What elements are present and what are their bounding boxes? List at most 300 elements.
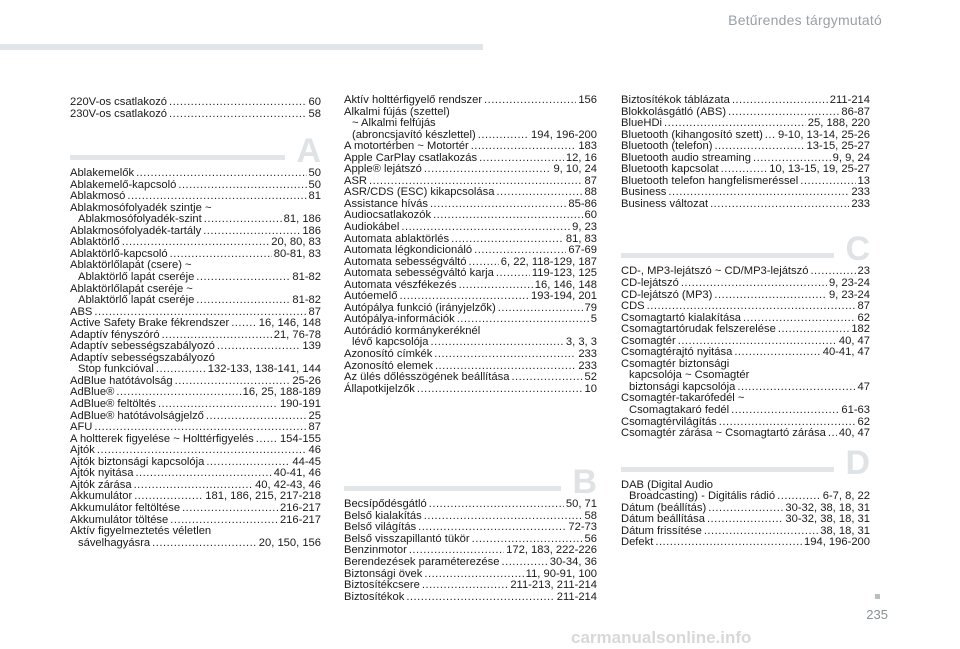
entry-term: CD-lejátszó (MP3) bbox=[621, 288, 713, 301]
dot-leader bbox=[714, 141, 804, 153]
entry-term: Bluetooth (telefon) bbox=[621, 140, 713, 153]
entry-pages: 182 bbox=[851, 323, 870, 336]
index-entry bbox=[344, 164, 597, 176]
entry-pages: 6, 22, 118-129, 187 bbox=[500, 255, 597, 268]
entry-term: Ablakmosófolyadék-tartály bbox=[70, 224, 202, 237]
entry-pages: 16, 25, 188-189 bbox=[242, 386, 321, 399]
entry-term: Akkumulátor bbox=[70, 490, 133, 503]
entry-pages: 216-217 bbox=[279, 501, 321, 514]
entry-pages: 233 bbox=[851, 186, 870, 199]
entry-pages: 40-41, 47 bbox=[822, 346, 870, 359]
index-entry bbox=[621, 118, 870, 130]
entry-pages: 9, 23-24 bbox=[828, 288, 870, 301]
index-entry bbox=[621, 199, 870, 211]
section-letter-c: C bbox=[845, 230, 870, 269]
dot-leader bbox=[217, 341, 300, 353]
entry-pages: 60 bbox=[584, 209, 597, 222]
dot-leader bbox=[424, 511, 583, 523]
entry-term: Belső visszapillantó tükör bbox=[344, 532, 470, 545]
entry-term: Ablakemelő-kapcsoló bbox=[70, 178, 177, 191]
entry-pages: 50 bbox=[308, 167, 321, 180]
dot-leader bbox=[765, 130, 776, 142]
entry-pages: 46 bbox=[308, 444, 321, 457]
dot-leader bbox=[406, 592, 554, 604]
index-entry bbox=[344, 349, 597, 361]
entry-term: Automata sebességváltó karja bbox=[344, 267, 494, 280]
entry-pages: 9, 23-24 bbox=[828, 277, 870, 290]
index-entry bbox=[621, 278, 870, 290]
dot-leader bbox=[429, 499, 564, 511]
dot-leader bbox=[484, 95, 576, 107]
dot-leader bbox=[681, 278, 827, 290]
dot-leader bbox=[734, 347, 820, 359]
dot-leader bbox=[422, 580, 508, 592]
entry-pages: 21, 76-78 bbox=[273, 328, 321, 341]
entry-term: Bluetooth (kihangosító szett) bbox=[621, 128, 763, 141]
entry-term: Autóemelő bbox=[344, 290, 398, 303]
entry-term: A holtterek figyelése ~ Holttérfigyelés bbox=[70, 432, 254, 445]
entry-term: AdBlue® feltöltés bbox=[70, 398, 156, 411]
dot-leader bbox=[664, 118, 806, 130]
entry-pages: 87 bbox=[308, 305, 321, 318]
entry-pages: 86-87 bbox=[841, 105, 870, 118]
entry-term: Ajtók nyitása bbox=[70, 467, 134, 480]
page-number: 235 bbox=[866, 607, 888, 622]
section-d-header bbox=[621, 443, 870, 482]
dot-leader bbox=[135, 468, 271, 480]
entry-pages: 40, 47 bbox=[838, 334, 870, 347]
dot-leader bbox=[710, 199, 849, 211]
entry-pages: 194, 196-200 bbox=[531, 128, 597, 141]
index-entry bbox=[70, 168, 321, 180]
entry-term: Azonosító címkék bbox=[344, 348, 433, 361]
index-entry-text: Csomagtér biztonsági bbox=[621, 357, 730, 370]
entry-pages: 3, 3, 3 bbox=[565, 336, 597, 349]
dot-leader bbox=[127, 191, 306, 203]
entry-term: Ablakmosó bbox=[70, 190, 126, 203]
entry-term: Benzinmotor bbox=[344, 544, 407, 557]
index-entry-text: Adaptív sebességszabályozó bbox=[70, 351, 215, 364]
dot-leader bbox=[196, 295, 290, 307]
dot-leader bbox=[424, 569, 523, 581]
page-marker-square bbox=[875, 594, 880, 599]
index-entry bbox=[344, 580, 597, 592]
entry-term: Dátum beállítása bbox=[621, 513, 705, 526]
entry-term: Biztonsági övek bbox=[344, 567, 423, 580]
entry-pages: 50, 71 bbox=[565, 498, 597, 511]
entry-pages: 40-41, 46 bbox=[273, 467, 321, 480]
entry-pages: 25 bbox=[308, 409, 321, 422]
index-entry bbox=[621, 405, 870, 417]
entry-pages: 81, 83 bbox=[565, 232, 597, 245]
entry-term: Automata vészfékezés bbox=[344, 278, 457, 291]
entry-term: Adaptív fényszóró bbox=[70, 328, 160, 341]
entry-term: Biztosítékok bbox=[344, 590, 405, 603]
entry-term: lévő kapcsolója bbox=[352, 336, 429, 349]
entry-pages: 181, 186, 215, 217-218 bbox=[205, 490, 321, 503]
dot-leader bbox=[231, 318, 257, 330]
group-a bbox=[70, 168, 321, 549]
dot-leader bbox=[169, 109, 307, 121]
dot-leader bbox=[169, 97, 307, 109]
dot-leader bbox=[471, 141, 577, 153]
group-top bbox=[70, 97, 321, 120]
dot-leader bbox=[431, 337, 564, 349]
entry-pages: 44-45 bbox=[292, 455, 321, 468]
entry-pages: 87 bbox=[308, 421, 321, 434]
index-column-3 bbox=[621, 95, 870, 549]
dot-leader bbox=[707, 514, 783, 526]
entry-term: CD-, MP3-lejátszó ~ CD/MP3-lejátszó bbox=[621, 265, 809, 278]
index-entry bbox=[621, 537, 870, 549]
entry-term: Dátum frissítése bbox=[621, 524, 702, 537]
index-entry bbox=[70, 503, 321, 515]
index-entry-text: Alkalmi fújás (szettel) bbox=[344, 105, 450, 118]
dot-leader bbox=[206, 411, 307, 423]
section-c-header bbox=[621, 230, 870, 269]
dot-leader bbox=[256, 434, 278, 446]
index-entry-text: Ablaktörlőlapát (csere) ~ bbox=[70, 259, 192, 272]
entry-term: Stop funkcióval bbox=[78, 363, 154, 376]
entry-pages: 30-32, 38, 18, 31 bbox=[785, 513, 870, 526]
dot-leader bbox=[478, 130, 529, 142]
entry-term: Ablaktörlő bbox=[70, 236, 120, 249]
index-entry bbox=[344, 592, 597, 604]
entry-term: Ablakemelők bbox=[70, 167, 135, 180]
entry-term: Akkumulátor feltöltése bbox=[70, 501, 181, 514]
index-entry-text: Autórádió kormánykeréknél bbox=[344, 324, 481, 337]
index-entry-text: DAB (Digital Audio bbox=[621, 478, 714, 491]
entry-pages: 211-214 bbox=[556, 590, 597, 603]
group-c bbox=[621, 266, 870, 439]
index-entry-text: Aktív figyelmeztetés véletlen bbox=[70, 525, 212, 538]
watermark-text: carmanualsonline.info bbox=[571, 628, 752, 647]
entry-pages: 9, 10, 24 bbox=[553, 163, 597, 176]
entry-term: CDS bbox=[621, 300, 645, 313]
index-entry bbox=[70, 191, 321, 203]
entry-pages: 50 bbox=[308, 178, 321, 191]
entry-term: Csomagtartórudak felszerelése bbox=[621, 323, 776, 336]
dot-leader bbox=[501, 557, 547, 569]
entry-pages: 211-213, 211-214 bbox=[510, 579, 597, 592]
index-entry bbox=[70, 538, 321, 550]
section-divider bbox=[621, 253, 834, 258]
entry-pages: 233 bbox=[851, 197, 870, 210]
index-entry bbox=[344, 384, 597, 396]
entry-pages: 67-69 bbox=[568, 244, 597, 257]
entry-pages: 58 bbox=[308, 107, 321, 120]
dot-leader bbox=[204, 214, 282, 226]
dot-leader bbox=[731, 405, 839, 417]
entry-pages: 25-26 bbox=[292, 374, 321, 387]
entry-pages: 9, 9, 24 bbox=[832, 151, 870, 164]
entry-term: Aktív holttérfigyelő rendszer bbox=[344, 94, 483, 106]
dot-leader bbox=[828, 428, 837, 440]
entry-term: Belső kialakítás bbox=[344, 509, 422, 522]
entry-pages: 81, 186 bbox=[283, 213, 321, 226]
entry-pages: 20, 80, 83 bbox=[271, 236, 321, 249]
entry-term: Állapotkijelzők bbox=[344, 382, 415, 395]
dot-leader bbox=[417, 384, 583, 396]
entry-term: AFU bbox=[70, 421, 93, 434]
entry-term: Assistance hívás bbox=[344, 197, 428, 210]
entry-pages: 60 bbox=[308, 96, 321, 108]
entry-term: Akkumulátor töltése bbox=[70, 513, 169, 526]
entry-pages: 216-217 bbox=[279, 513, 321, 526]
index-entry bbox=[344, 372, 597, 384]
entry-pages: 194, 196-200 bbox=[804, 536, 870, 549]
entry-term: Ajtók bbox=[70, 444, 95, 457]
entry-term: Csomagtér bbox=[621, 334, 676, 347]
entry-term: ASR/CDS (ESC) kikapcsolása bbox=[344, 186, 495, 199]
index-entry bbox=[621, 95, 870, 107]
dot-leader bbox=[704, 526, 818, 538]
index-entry bbox=[70, 272, 321, 284]
dot-leader bbox=[424, 164, 552, 176]
entry-pages: 9, 23 bbox=[572, 221, 597, 234]
dot-leader bbox=[732, 95, 828, 107]
entry-term: CD-lejátszó bbox=[621, 277, 679, 290]
entry-term: BlueHDi bbox=[621, 117, 663, 130]
entry-term: Ablakmosófolyadék-szint bbox=[78, 213, 202, 226]
entry-term: AdBlue® hatótávolságjelző bbox=[70, 409, 204, 422]
index-column-2 bbox=[344, 95, 597, 603]
entry-term: Blokkolásgátló (ABS) bbox=[621, 105, 727, 118]
entry-term: Csomagtér zárása ~ Csomagtartó zárása bbox=[621, 427, 826, 440]
entry-pages: 5 bbox=[590, 313, 597, 326]
index-entry bbox=[621, 141, 870, 153]
index-entry-text: Ablaktörlőlapát cseréje ~ bbox=[70, 282, 193, 295]
entry-term: sávelhagyásra bbox=[78, 536, 151, 549]
entry-pages: 85-86 bbox=[568, 197, 597, 210]
entry-term: Autópálya-információk bbox=[344, 313, 455, 326]
entry-term: Azonosító elemek bbox=[344, 359, 433, 372]
dot-leader bbox=[433, 210, 582, 222]
entry-pages: 12, 16 bbox=[565, 151, 597, 164]
dot-leader bbox=[737, 382, 855, 394]
entry-pages: 81-82 bbox=[292, 271, 321, 284]
entry-pages: 87 bbox=[584, 174, 597, 187]
entry-term: biztonsági kapcsolója bbox=[629, 380, 736, 393]
entry-pages: 25, 188, 220 bbox=[807, 117, 870, 130]
entry-pages: 79 bbox=[584, 301, 597, 314]
entry-pages: 56 bbox=[584, 532, 597, 545]
entry-pages: 183 bbox=[578, 140, 597, 153]
entry-pages: 81 bbox=[308, 190, 321, 203]
entry-pages: 72-73 bbox=[568, 521, 597, 534]
index-entry-text: Ablakmosófolyadék szintje ~ bbox=[70, 201, 212, 214]
entry-term: Berendezések paraméterezése bbox=[344, 555, 500, 568]
entry-term: Csomagtakaró fedél bbox=[629, 404, 730, 417]
dot-leader bbox=[94, 422, 306, 434]
section-b-header bbox=[344, 463, 597, 502]
section-letter-d: D bbox=[845, 443, 870, 482]
entry-term: Becsípődésgátló bbox=[344, 498, 427, 511]
index-entry-text: kapcsolója ~ Csomagtér bbox=[629, 369, 750, 382]
entry-pages: 47 bbox=[857, 380, 870, 393]
entry-pages: 13 bbox=[857, 174, 870, 187]
index-entry bbox=[344, 141, 597, 153]
entry-term: Bluetooth kapcsolat bbox=[621, 163, 719, 176]
entry-term: ASR bbox=[344, 174, 368, 187]
entry-term: Business bbox=[621, 186, 667, 199]
entry-term: AdBlue® bbox=[70, 386, 115, 399]
entry-pages: 62 bbox=[857, 311, 870, 324]
dot-leader bbox=[714, 290, 827, 302]
group-b bbox=[344, 499, 597, 603]
entry-pages: 233 bbox=[578, 348, 597, 361]
entry-term: Csomagtérvilágítás bbox=[621, 415, 717, 428]
entry-pages: 156 bbox=[578, 94, 597, 106]
entry-pages: 190-191 bbox=[279, 398, 321, 411]
entry-term: Apple® lejátszó bbox=[344, 163, 422, 176]
entry-pages: 38, 18, 31 bbox=[820, 524, 870, 537]
index-entry bbox=[70, 422, 321, 434]
entry-pages: 81-82 bbox=[292, 294, 321, 307]
dot-leader bbox=[708, 503, 783, 515]
entry-term: Business változat bbox=[621, 197, 709, 210]
entry-term: Automata ablaktörlés bbox=[344, 232, 450, 245]
entry-pages: 193-194, 201 bbox=[531, 290, 597, 303]
entry-term: Automata légkondicionáló bbox=[344, 244, 473, 257]
entry-term: A motortérben ~ Motortér bbox=[344, 140, 469, 153]
index-entry bbox=[621, 301, 870, 313]
index-entry bbox=[621, 428, 870, 440]
entry-pages: 52 bbox=[584, 371, 597, 384]
dot-leader bbox=[196, 272, 290, 284]
entry-pages: 10 bbox=[584, 382, 597, 395]
entry-pages: 186 bbox=[302, 224, 321, 237]
entry-term: Belső világítás bbox=[344, 521, 417, 534]
entry-pages: 40, 47 bbox=[838, 427, 870, 440]
index-entry-text: Csomagtér-takarófedél ~ bbox=[621, 392, 745, 405]
entry-pages: 23 bbox=[857, 265, 870, 278]
entry-term: Az ülés dőlésszögének beállítása bbox=[344, 371, 510, 384]
index-entry bbox=[344, 95, 597, 107]
entry-term: Csomagtérajtó nyitása bbox=[621, 346, 733, 359]
entry-term: Autópálya funkció (irányjelzők) bbox=[344, 301, 496, 314]
entry-term: Broadcasting) - Digitális rádió bbox=[629, 490, 776, 503]
entry-pages: 80-81, 83 bbox=[273, 247, 321, 260]
entry-pages: 154-155 bbox=[279, 432, 321, 445]
index-entry bbox=[344, 557, 597, 569]
entry-term: Biztosítékok táblázata bbox=[621, 94, 730, 106]
index-entry bbox=[70, 399, 321, 411]
entry-term: Defekt bbox=[621, 536, 654, 549]
entry-term: 220V-os csatlakozó bbox=[70, 96, 168, 108]
section-letter-b: B bbox=[572, 463, 597, 502]
dot-leader bbox=[430, 199, 566, 211]
index-entry bbox=[70, 434, 321, 446]
entry-term: ABS bbox=[70, 305, 93, 318]
entry-term: (abroncsjavító készlettel) bbox=[352, 128, 476, 141]
dot-leader bbox=[800, 176, 855, 188]
section-divider bbox=[344, 486, 561, 491]
entry-pages: 132-133, 138-141, 144 bbox=[207, 363, 321, 376]
entry-term: 230V-os csatlakozó bbox=[70, 107, 168, 120]
section-letter-a: A bbox=[296, 132, 321, 171]
entry-pages: 87 bbox=[857, 300, 870, 313]
dot-leader bbox=[647, 301, 856, 313]
entry-pages: 58 bbox=[584, 509, 597, 522]
entry-term: Apple CarPlay csatlakozás bbox=[344, 151, 478, 164]
header-bar bbox=[0, 44, 483, 50]
dot-leader bbox=[474, 245, 566, 257]
dot-leader bbox=[178, 180, 306, 192]
group-b-cont bbox=[621, 95, 870, 210]
entry-pages: 13-15, 25-27 bbox=[806, 140, 870, 153]
dot-leader bbox=[511, 372, 582, 384]
section-a-header bbox=[70, 132, 321, 171]
dot-leader bbox=[655, 537, 802, 549]
entry-pages: 40, 42-43, 46 bbox=[255, 478, 321, 491]
index-entry bbox=[621, 290, 870, 302]
dot-leader bbox=[136, 168, 306, 180]
entry-pages: 10, 13-15, 19, 25-27 bbox=[769, 163, 870, 176]
dot-leader bbox=[158, 399, 278, 411]
entry-pages: 30-34, 36 bbox=[549, 555, 597, 568]
group-a-cont bbox=[344, 95, 597, 395]
entry-term: Active Safety Brake fékrendszer bbox=[70, 317, 230, 330]
dot-leader bbox=[434, 349, 576, 361]
entry-pages: 16, 146, 148 bbox=[534, 278, 597, 291]
index-entry bbox=[70, 109, 321, 121]
entry-pages: 6-7, 8, 22 bbox=[822, 490, 870, 503]
entry-pages: 172, 183, 222-226 bbox=[506, 544, 597, 557]
entry-term: Csomagtartó kialakítása bbox=[621, 311, 742, 324]
entry-pages: 9-10, 13-14, 25-26 bbox=[777, 128, 870, 141]
dot-leader bbox=[496, 268, 530, 280]
dot-leader bbox=[459, 280, 533, 292]
entry-pages: 61-63 bbox=[841, 404, 870, 417]
entry-term: Dátum (beállítás) bbox=[621, 501, 707, 514]
page-header-title: Betűrendes tárgymutató bbox=[728, 12, 882, 28]
entry-term: Ajtók zárása bbox=[70, 478, 132, 491]
entry-pages: 139 bbox=[302, 340, 321, 353]
entry-pages: 30-32, 38, 18, 31 bbox=[785, 501, 870, 514]
entry-term: Bluetooth telefon hangfelismeréssel bbox=[621, 174, 799, 187]
entry-term: Ablaktörlő lapát cseréje bbox=[78, 271, 195, 284]
group-d bbox=[621, 480, 870, 549]
entry-term: Adaptív sebességszabályozó bbox=[70, 340, 215, 353]
entry-pages: 211-214 bbox=[829, 94, 870, 106]
dot-leader bbox=[182, 503, 278, 515]
index-entry bbox=[70, 295, 321, 307]
dot-leader bbox=[401, 222, 570, 234]
index-entry bbox=[70, 411, 321, 423]
index-entry bbox=[344, 222, 597, 234]
entry-term: Biztosítékcsere bbox=[344, 579, 420, 592]
entry-pages: 11, 90-91, 100 bbox=[525, 567, 597, 580]
section-divider bbox=[621, 467, 834, 472]
index-column-1 bbox=[70, 97, 321, 549]
section-divider bbox=[70, 155, 285, 160]
entry-pages: 62 bbox=[857, 415, 870, 428]
index-entry bbox=[70, 97, 321, 109]
entry-term: Ajtók biztonsági kapcsolója bbox=[70, 455, 205, 468]
index-entry bbox=[344, 245, 597, 257]
entry-term: Automata sebességváltó bbox=[344, 255, 467, 268]
dot-leader bbox=[152, 538, 257, 550]
entry-term: Ablaktörlő lapát cseréje bbox=[78, 294, 195, 307]
index-entry-text: ~ Alkalmi felfújás bbox=[352, 117, 436, 130]
entry-pages: 119-123, 125 bbox=[531, 267, 597, 280]
dot-leader bbox=[498, 303, 583, 315]
dot-leader bbox=[479, 153, 564, 165]
entry-pages: 88 bbox=[584, 186, 597, 199]
entry-term: Ablaktörlő-kapcsoló bbox=[70, 247, 168, 260]
entry-pages: 233 bbox=[578, 359, 597, 372]
